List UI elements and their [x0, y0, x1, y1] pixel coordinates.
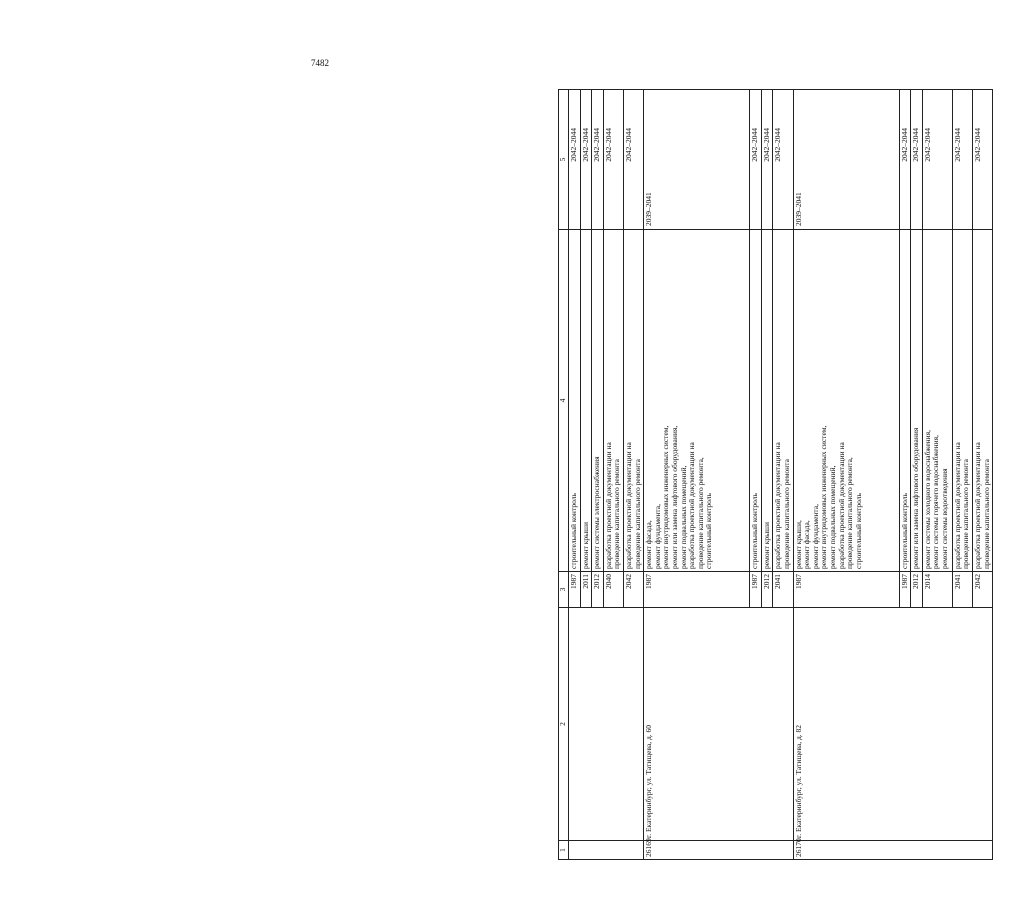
work-line: ремонт фасада, — [644, 520, 654, 569]
header-col-5: 5 — [559, 90, 569, 230]
year-cell: 2011 — [580, 572, 592, 608]
year-cell: 2040 — [603, 572, 623, 608]
period-cell: 2039–2041 — [793, 90, 899, 230]
period-cell: 2042–2044 — [952, 90, 972, 230]
header-col-2: 2 — [559, 608, 569, 841]
period-cell: 2042–2044 — [761, 90, 773, 230]
period-cell: 2042–2044 — [972, 90, 992, 230]
work-line: разработка проектной документации на — [687, 442, 697, 569]
work-cell — [603, 230, 623, 572]
address-cell: г. Екатеринбург, ул. Татищева, д. 60 — [644, 608, 793, 841]
table-row — [569, 90, 581, 860]
period-cell: 2042–2044 — [592, 90, 604, 230]
work-line: разработка проектной документации на — [773, 442, 783, 569]
table-body — [569, 90, 993, 860]
work-line: ремонт или замена лифтового оборудования, — [669, 425, 679, 569]
work-line: ремонт системы холодного водоснабжения, — [922, 429, 932, 569]
table-row — [644, 90, 750, 860]
work-line: ремонт системы электроснабжения — [592, 456, 602, 569]
work-line: строительный контроль — [569, 493, 578, 569]
work-line: разработка проектной документации на — [603, 442, 613, 569]
table-header-row — [559, 90, 569, 860]
year-cell: 2014 — [922, 572, 952, 608]
year-cell: 2012 — [761, 572, 773, 608]
header-col-4: 4 — [559, 230, 569, 572]
work-line: ремонт подвальных помещений, — [678, 465, 688, 569]
work-cell — [952, 230, 972, 572]
period-cell: 2042–2044 — [750, 90, 762, 230]
work-line: ремонт внутридомовых инженерных систем, — [819, 425, 829, 569]
year-cell: 2012 — [592, 572, 604, 608]
work-line: разработка проектной документации на — [952, 442, 962, 569]
document-sheet — [558, 90, 1028, 857]
work-line: проведение капитального ремонта, — [845, 457, 855, 569]
work-line: проведение капитального ремонта — [632, 459, 642, 569]
period-cell: 2042–2044 — [580, 90, 592, 230]
work-line: ремонт фундамента, — [652, 504, 662, 569]
address-cell — [569, 608, 644, 841]
page-number: 7482 — [311, 58, 329, 68]
year-cell: 1987 — [750, 572, 762, 608]
work-cell — [911, 230, 923, 572]
period-cell: 2042–2044 — [911, 90, 923, 230]
capital-repair-table — [558, 89, 993, 860]
year-cell: 1987 — [644, 572, 750, 608]
work-line: ремонт крыши — [580, 522, 590, 569]
year-cell: 2041 — [952, 572, 972, 608]
work-line: ремонт системы водоотведения — [939, 468, 949, 569]
work-line: строительный контроль — [853, 493, 863, 569]
work-cell — [569, 230, 581, 572]
work-cell — [644, 230, 750, 572]
work-line: строительный контроль — [750, 493, 760, 569]
work-cell — [761, 230, 773, 572]
work-cell — [592, 230, 604, 572]
work-cell — [580, 230, 592, 572]
work-line: проведение капитального ремонта — [981, 459, 991, 569]
work-line: ремонт крыши — [761, 522, 771, 569]
work-line: разработка проектной документации на — [623, 442, 633, 569]
period-cell: 2042–2044 — [899, 90, 911, 230]
rotated-table-wrapper — [558, 90, 1032, 860]
year-cell: 2041 — [773, 572, 793, 608]
work-line: проведение капитального ремонта — [961, 459, 971, 569]
work-line: проведение капитального ремонта — [781, 459, 791, 569]
year-cell: 2012 — [911, 572, 923, 608]
row-number-cell — [569, 841, 644, 860]
work-line: ремонт внутридомовых инженерных систем, — [661, 425, 671, 569]
work-cell — [623, 230, 643, 572]
work-line: ремонт крыши, — [793, 520, 803, 569]
year-cell: 2042 — [623, 572, 643, 608]
work-line: разработка проектной документации на — [836, 442, 846, 569]
row-number-cell: 26170. — [793, 841, 993, 860]
work-cell — [972, 230, 992, 572]
work-cell — [750, 230, 762, 572]
period-cell: 2039–2041 — [644, 90, 750, 230]
work-line: проведение капитального ремонта — [612, 459, 622, 569]
work-line: ремонт подвальных помещений, — [827, 465, 837, 569]
address-cell: г. Екатеринбург, ул. Татищева, д. 82 — [793, 608, 993, 841]
work-line: строительный контроль — [704, 493, 714, 569]
header-col-1: 1 — [559, 841, 569, 860]
work-line: ремонт фасада, — [802, 520, 812, 569]
work-line: проведение капитального ремонта, — [695, 457, 705, 569]
period-cell: 2042–2044 — [569, 90, 581, 230]
period-cell: 2042–2044 — [623, 90, 643, 230]
header-col-3: 3 — [559, 572, 569, 608]
work-cell — [773, 230, 793, 572]
year-cell: 2042 — [972, 572, 992, 608]
work-line: строительный контроль — [899, 493, 909, 569]
work-line: разработка проектной документации на — [972, 442, 982, 569]
year-cell: 1987 — [569, 572, 581, 608]
work-cell — [922, 230, 952, 572]
work-cell — [899, 230, 911, 572]
period-cell: 2042–2044 — [922, 90, 952, 230]
work-line: ремонт системы горячего водоснабжения, — [931, 435, 941, 569]
period-cell: 2042–2044 — [773, 90, 793, 230]
row-number-cell: 26169. — [644, 841, 793, 860]
work-cell — [793, 230, 899, 572]
work-line: ремонт или замена лифтового оборудования — [911, 427, 921, 569]
table-row — [793, 90, 899, 860]
year-cell: 1987 — [793, 572, 899, 608]
period-cell: 2042–2044 — [603, 90, 623, 230]
work-line: ремонт фундамента, — [810, 504, 820, 569]
year-cell: 1987 — [899, 572, 911, 608]
